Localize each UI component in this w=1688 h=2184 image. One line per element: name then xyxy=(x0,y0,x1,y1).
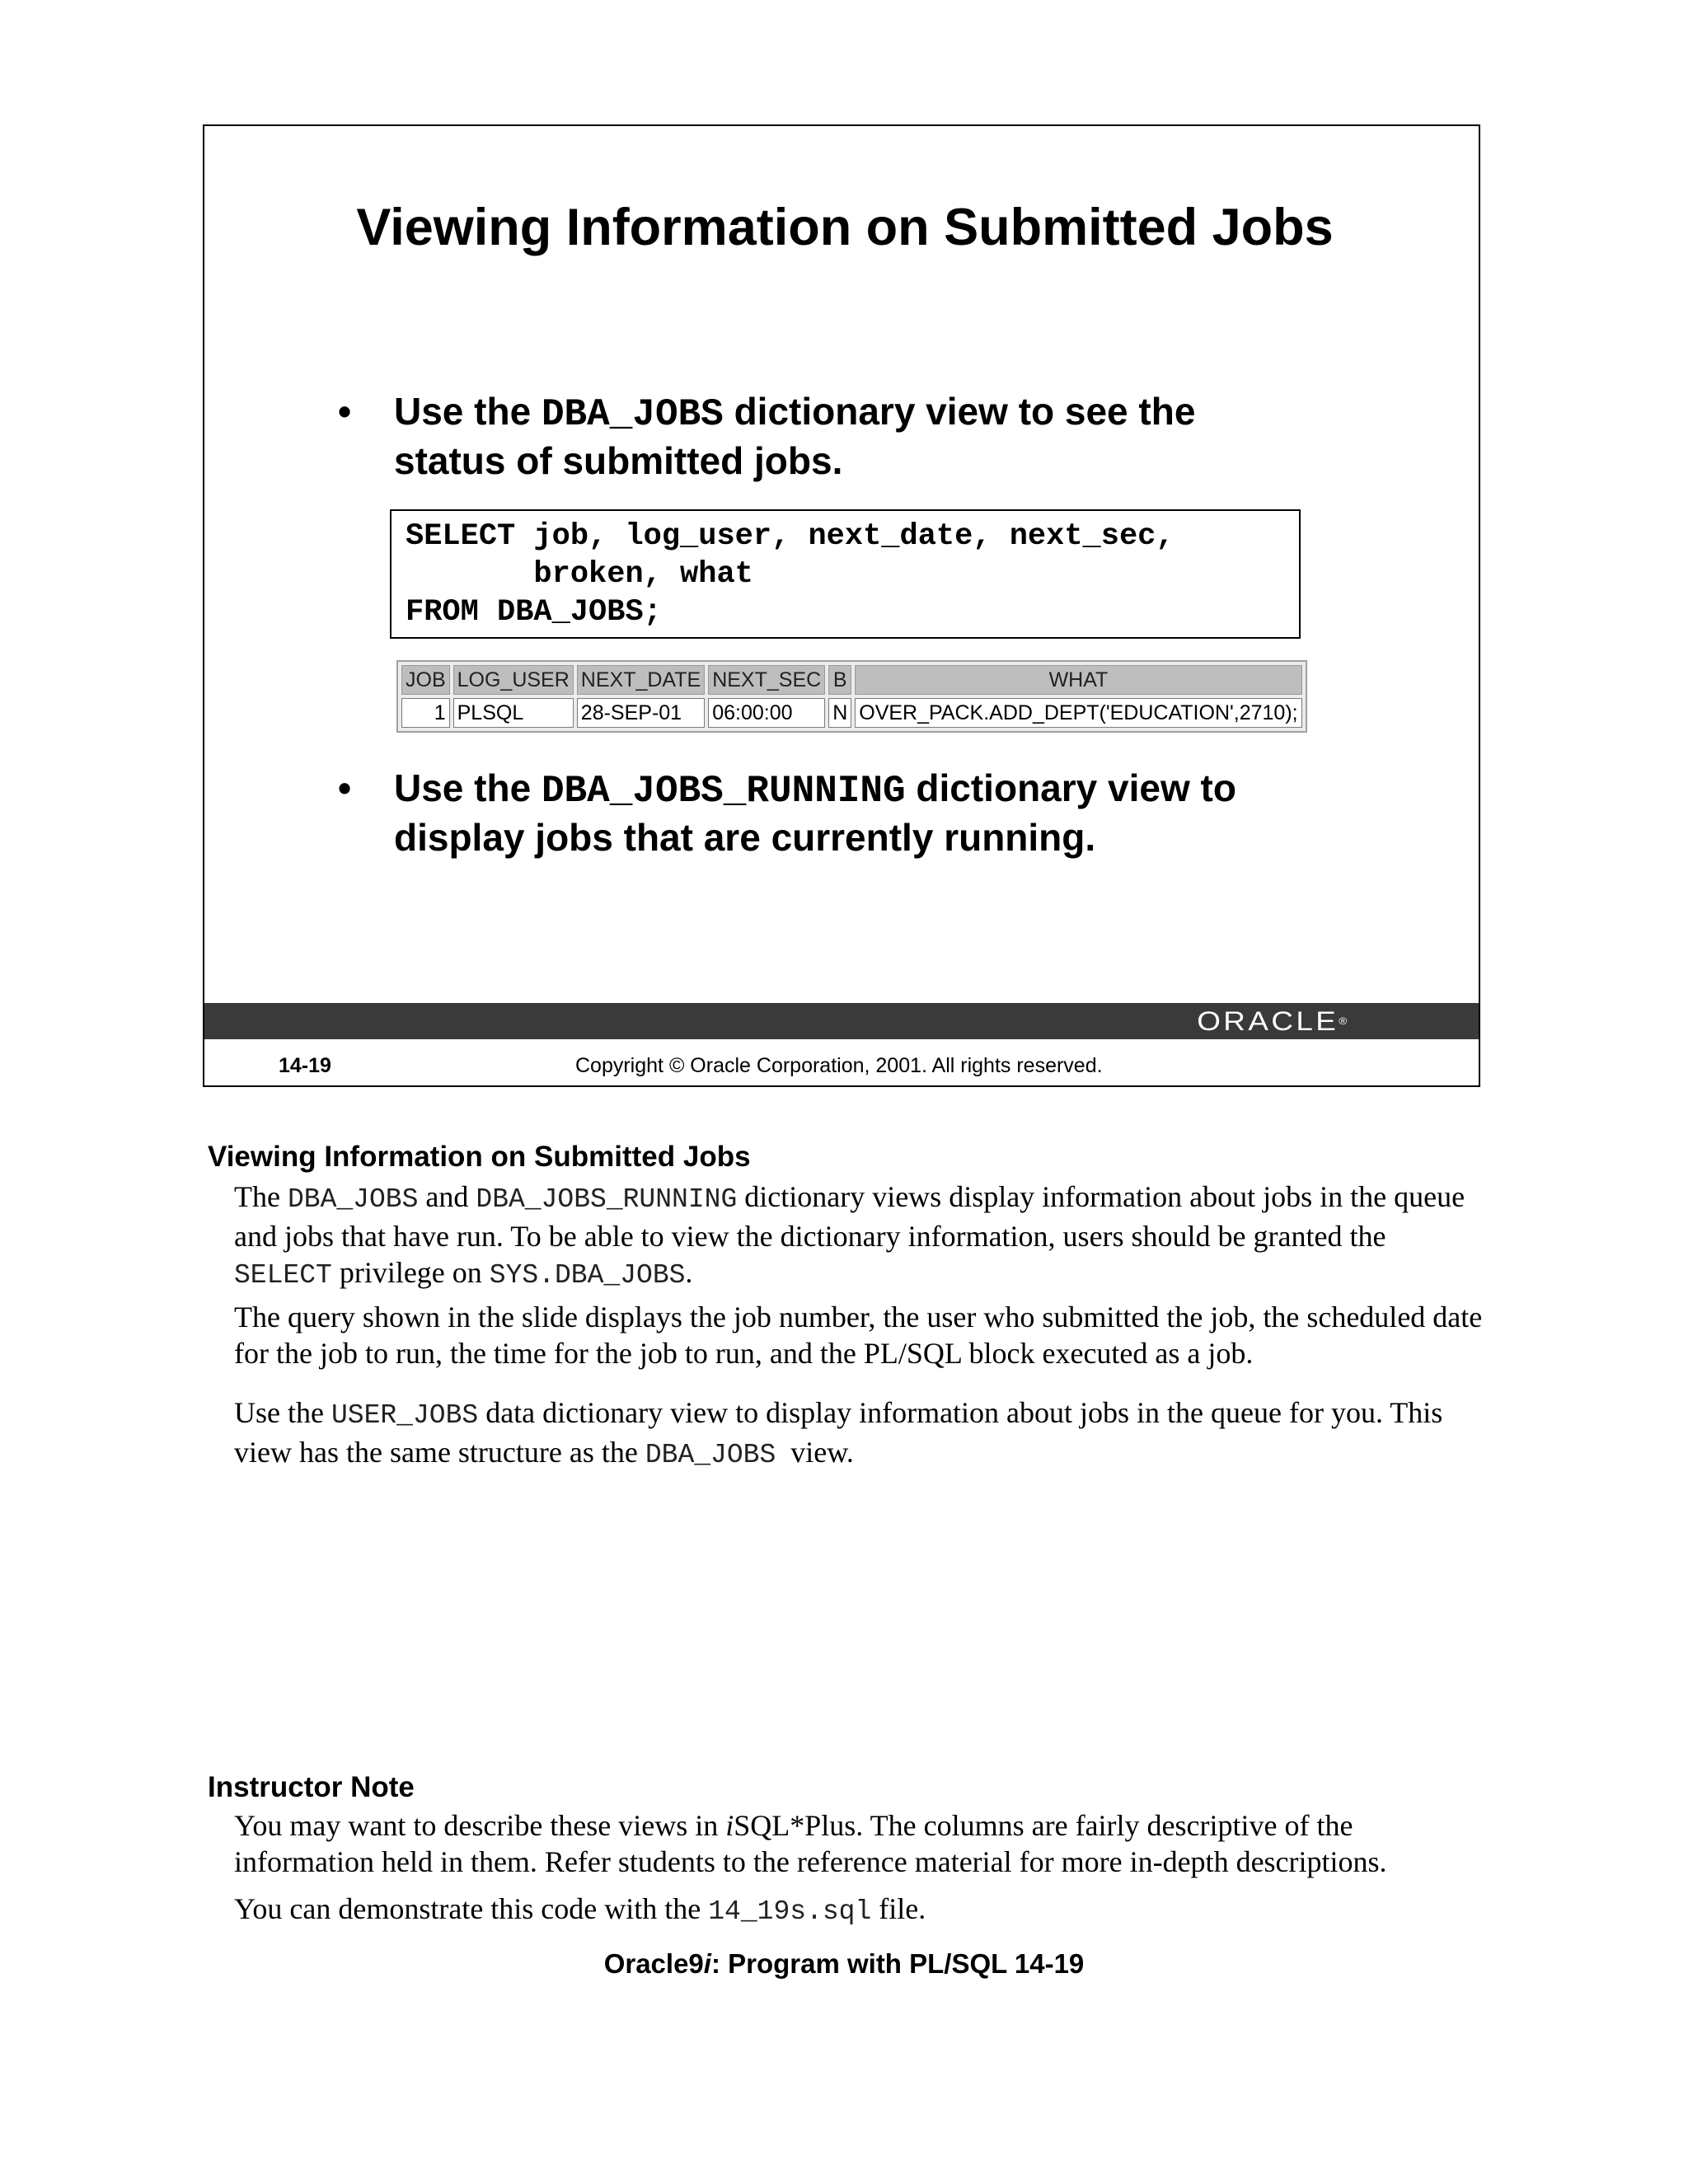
text: dictionary views display information about jobs in the queue and jobs that have run. To be able to view the dictionary information, users should be granted the xyxy=(234,1180,1465,1253)
instructor-paragraph xyxy=(234,1807,1487,1880)
sql-code-box xyxy=(390,509,1301,639)
code: DBA_JOBS xyxy=(287,1184,419,1215)
notes-paragraph xyxy=(234,1179,1487,1294)
slide-title: Viewing Information on Submitted Jobs xyxy=(356,199,1334,256)
table-cell: 1 xyxy=(401,698,450,728)
column-header: WHAT xyxy=(855,665,1301,695)
column-header: LOG_USER xyxy=(453,665,574,695)
code: SELECT xyxy=(234,1260,332,1291)
code: 14_19s.sql xyxy=(708,1896,872,1927)
bullet-dot: • xyxy=(338,766,352,809)
code: USER_JOBS xyxy=(331,1400,479,1431)
notes-paragraph: The query shown in the slide displays the job number, the user who submitted the job, the scheduled date for the job to run, the time for the job to run, and the PL/SQL block executed as a job. xyxy=(234,1301,1483,1370)
bullet-text: dictionary view to see the status of submitted jobs. xyxy=(394,390,1196,482)
oracle-logo xyxy=(1197,1008,1347,1034)
text: data dictionary view to display information about jobs in the queue for you. This view has the same structure as the xyxy=(234,1396,1443,1469)
column-header: NEXT_DATE xyxy=(577,665,705,695)
text: file. xyxy=(871,1892,926,1925)
text: SQL*Plus. The columns are fairly descriptive of the information held in them. Refer students to the reference material for more in-depth descriptions. xyxy=(234,1809,1387,1878)
bullet-dba-jobs xyxy=(338,388,1301,484)
notes-heading: Viewing Information on Submitted Jobs xyxy=(208,1141,751,1173)
notes-paragraph xyxy=(234,1394,1487,1474)
bullet-text: dictionary view to display jobs that are currently running. xyxy=(394,766,1236,859)
code: SYS.DBA_JOBS xyxy=(489,1260,686,1291)
slide-footer-bar xyxy=(204,1003,1479,1039)
table-cell: 28-SEP-01 xyxy=(577,698,705,728)
table-row xyxy=(401,698,1302,728)
text: You may want to describe these views in xyxy=(234,1809,726,1842)
bullet-code: DBA_JOBS xyxy=(541,393,724,436)
footer-text: Oracle9 xyxy=(603,1948,704,1979)
slide-copyright: Copyright © Oracle Corporation, 2001. All rights reserved. xyxy=(575,1054,1103,1077)
oracle-logo-mark: ® xyxy=(1338,1015,1347,1027)
text: Use the xyxy=(234,1396,331,1429)
text: . xyxy=(685,1256,693,1289)
bullet-text: Use the xyxy=(394,766,542,809)
table-cell: PLSQL xyxy=(453,698,574,728)
bullet-dba-jobs-running xyxy=(338,765,1301,860)
code-line: broken, what xyxy=(406,557,753,592)
bullet-text: Use the xyxy=(394,390,542,433)
page-footer xyxy=(0,1948,1688,1980)
footer-text: : Program with PL/SQL 14-19 xyxy=(710,1948,1085,1979)
text: The xyxy=(234,1180,288,1213)
oracle-logo-text: ORACLE xyxy=(1196,1006,1339,1036)
table-cell: N xyxy=(828,698,851,728)
bullet-dot: • xyxy=(338,390,352,433)
query-result-table xyxy=(396,660,1307,733)
slide xyxy=(203,124,1480,1087)
footer-italic: i xyxy=(703,1948,711,1979)
italic-text: i xyxy=(725,1809,734,1842)
column-header: NEXT_SEC xyxy=(708,665,825,695)
text: privilege on xyxy=(331,1256,490,1289)
instructor-heading: Instructor Note xyxy=(208,1771,415,1803)
code: DBA_JOBS xyxy=(645,1440,776,1470)
code-line: SELECT job, log_user, next_date, next_sec, xyxy=(406,519,1175,554)
code: DBA_JOBS_RUNNING xyxy=(476,1184,738,1215)
text: view. xyxy=(776,1436,854,1469)
table-cell: OVER_PACK.ADD_DEPT('EDUCATION',2710); xyxy=(855,698,1301,728)
column-header: B xyxy=(828,665,851,695)
code-line: FROM DBA_JOBS; xyxy=(406,595,662,630)
column-header: JOB xyxy=(401,665,450,695)
text: and xyxy=(418,1180,476,1213)
table-cell: 06:00:00 xyxy=(708,698,825,728)
instructor-paragraph xyxy=(234,1891,1487,1930)
text: You can demonstrate this code with the xyxy=(234,1892,709,1925)
bullet-code: DBA_JOBS_RUNNING xyxy=(541,770,906,813)
table-header-row xyxy=(401,665,1302,695)
slide-number: 14-19 xyxy=(279,1054,331,1077)
